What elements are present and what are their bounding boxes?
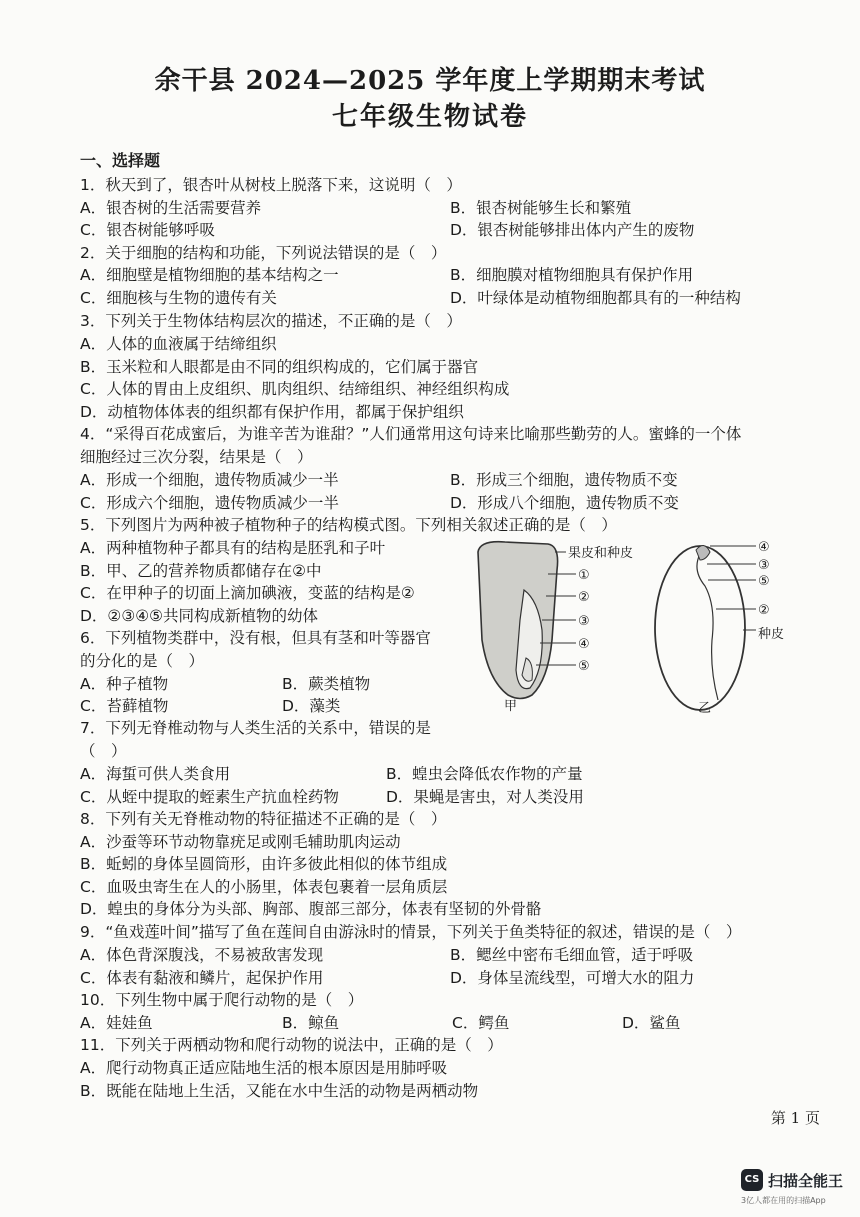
q4-option-c: C．形成六个细胞，遗传物质减少一半 (80, 494, 339, 512)
yi-label-4: ④ (758, 540, 770, 555)
jia-label-2: ② (578, 590, 590, 605)
q5-option-d: D．②③④⑤共同构成新植物的幼体 (80, 607, 319, 625)
question-4: 4．“采得百花成蜜后，为谁辛苦为谁甜？”人们通常用这句诗来比喻那些勤劳的人。蜜蜂的一个体 (80, 425, 742, 443)
q8-option-a: A．沙蚕等环节动物靠疣足或刚毛辅助肌肉运动 (80, 833, 401, 851)
q1-option-b: B．银杏树能够生长和繁殖 (450, 199, 632, 217)
q6-option-d: D．藻类 (282, 697, 341, 715)
question-3: 3．下列关于生物体结构层次的描述，不正确的是（ ） (80, 312, 462, 330)
q9-option-b: B．鳃丝中密布毛细血管，适于呼吸 (450, 946, 694, 964)
exam-title: 余干县 2024—2025 学年度上学期期末考试 (154, 66, 706, 96)
caption-jia: 甲 (504, 699, 518, 714)
section-heading: 一、选择题 (80, 151, 161, 170)
q6-option-b: B．蕨类植物 (282, 675, 371, 693)
jia-label-3: ③ (578, 614, 590, 629)
q3-option-c: C．人体的胃由上皮组织、肌肉组织、结缔组织、神经组织构成 (80, 380, 510, 398)
q1-option-a: A．银杏树的生活需要营养 (80, 199, 262, 217)
scanner-app-name: 扫描全能王 (768, 1172, 844, 1190)
exam-subtitle: 七年级生物试卷 (331, 102, 528, 132)
seed-structure-figure (460, 530, 800, 715)
scanner-app-tagline: 3亿人都在用的扫描App (741, 1196, 826, 1205)
q10-option-d: D．鲨鱼 (622, 1014, 681, 1032)
q10-option-b: B．鲸鱼 (282, 1014, 340, 1032)
page-number: 第 1 页 (770, 1109, 820, 1127)
question-11: 11．下列关于两栖动物和爬行动物的说法中，正确的是（ ） (80, 1036, 503, 1054)
q2-option-a: A．细胞壁是植物细胞的基本结构之一 (80, 266, 339, 284)
question-7: 7．下列无脊椎动物与人类生活的关系中，错误的是 (80, 719, 431, 737)
jia-label-1: ① (578, 568, 590, 583)
q3-option-d: D．动植物体体表的组织都有保护作用，都属于保护组织 (80, 403, 464, 421)
question-2: 2．关于细胞的结构和功能，下列说法错误的是（ ） (80, 244, 447, 262)
jia-label-5: ⑤ (578, 659, 590, 674)
question-8: 8．下列有关无脊椎动物的特征描述不正确的是（ ） (80, 810, 447, 828)
q5-option-a: A．两种植物种子都具有的结构是胚乳和子叶 (80, 539, 386, 557)
q3-option-a: A．人体的血液属于结缔组织 (80, 335, 277, 353)
q10-option-c: C．鳄鱼 (452, 1014, 510, 1032)
q4-option-a: A．形成一个细胞，遗传物质减少一半 (80, 471, 339, 489)
question-5: 5．下列图片为两种被子植物种子的结构模式图。下列相关叙述正确的是（ ） (80, 516, 617, 534)
q7-option-c: C．从蛭中提取的蛭素生产抗血栓药物 (80, 788, 339, 806)
q9-option-d: D．身体呈流线型，可增大水的阻力 (450, 969, 695, 987)
q6-option-c: C．苔藓植物 (80, 697, 169, 715)
scanner-app-logo: CS (741, 1169, 763, 1191)
q8-option-c: C．血吸虫寄生在人的小肠里，体表包裹着一层角质层 (80, 878, 448, 896)
q2-option-c: C．细胞核与生物的遗传有关 (80, 289, 277, 307)
q11-option-a: A．爬行动物真正适应陆地生活的根本原因是用肺呼吸 (80, 1059, 448, 1077)
q4-option-d: D．形成八个细胞，遗传物质不变 (450, 494, 679, 512)
q5-option-c: C．在甲种子的切面上滴加碘液，变蓝的结构是② (80, 584, 415, 602)
q2-option-b: B．细胞膜对植物细胞具有保护作用 (450, 266, 694, 284)
q8-option-b: B．蚯蚓的身体呈圆筒形，由许多彼此相似的体节组成 (80, 855, 448, 873)
q2-option-d: D．叶绿体是动植物细胞都具有的一种结构 (450, 289, 741, 307)
seed-jia-diagram (478, 542, 633, 714)
q3-option-b: B．玉米粒和人眼都是由不同的组织构成的，它们属于器官 (80, 358, 479, 376)
q7-option-a: A．海蜇可供人类食用 (80, 765, 231, 783)
q7-option-b: B．蝗虫会降低农作物的产量 (386, 765, 583, 783)
question-10: 10．下列生物中属于爬行动物的是（ ） (80, 991, 364, 1009)
q10-option-a: A．娃娃鱼 (80, 1014, 153, 1032)
jia-label-pericarp-testa: 果皮和种皮 (568, 546, 634, 561)
yi-label-5: ⑤ (758, 574, 770, 589)
question-9: 9．“鱼戏莲叶间”描写了鱼在莲间自由游泳时的情景，下列关于鱼类特征的叙述，错误的是（ ） (80, 923, 742, 941)
q4-option-b: B．形成三个细胞，遗传物质不变 (450, 471, 678, 489)
q8-option-d: D．蝗虫的身体分为头部、胸部、腹部三部分，体表有坚韧的外骨骼 (80, 900, 542, 918)
q6-option-a: A．种子植物 (80, 675, 169, 693)
q1-option-d: D．银杏树能够排出体内产生的废物 (450, 221, 695, 239)
jia-label-4: ④ (578, 637, 590, 652)
q9-option-a: A．体色背深腹浅，不易被敌害发现 (80, 946, 324, 964)
yi-label-2: ② (758, 603, 770, 618)
yi-label-3: ③ (758, 558, 770, 573)
question-7-continued: （ ） (80, 742, 127, 760)
q5-option-b: B．甲、乙的营养物质都储存在②中 (80, 562, 322, 580)
question-6: 6．下列植物类群中，没有根，但具有茎和叶等器官 (80, 629, 431, 647)
q9-option-c: C．体表有黏液和鳞片，起保护作用 (80, 969, 324, 987)
question-1: 1．秋天到了，银杏叶从树枝上脱落下来，这说明（ ） (80, 176, 462, 194)
question-6-continued: 的分化的是（ ） (80, 652, 205, 670)
caption-yi: 乙 (698, 701, 712, 715)
q7-option-d: D．果蝇是害虫，对人类没用 (386, 788, 584, 806)
question-4-continued: 细胞经过三次分裂，结果是（ ） (80, 448, 313, 466)
q11-option-b: B．既能在陆地上生活，又能在水中生活的动物是两栖动物 (80, 1082, 479, 1100)
seed-yi-diagram (655, 540, 784, 715)
yi-label-testa: 种皮 (758, 627, 785, 642)
q1-option-c: C．银杏树能够呼吸 (80, 221, 215, 239)
